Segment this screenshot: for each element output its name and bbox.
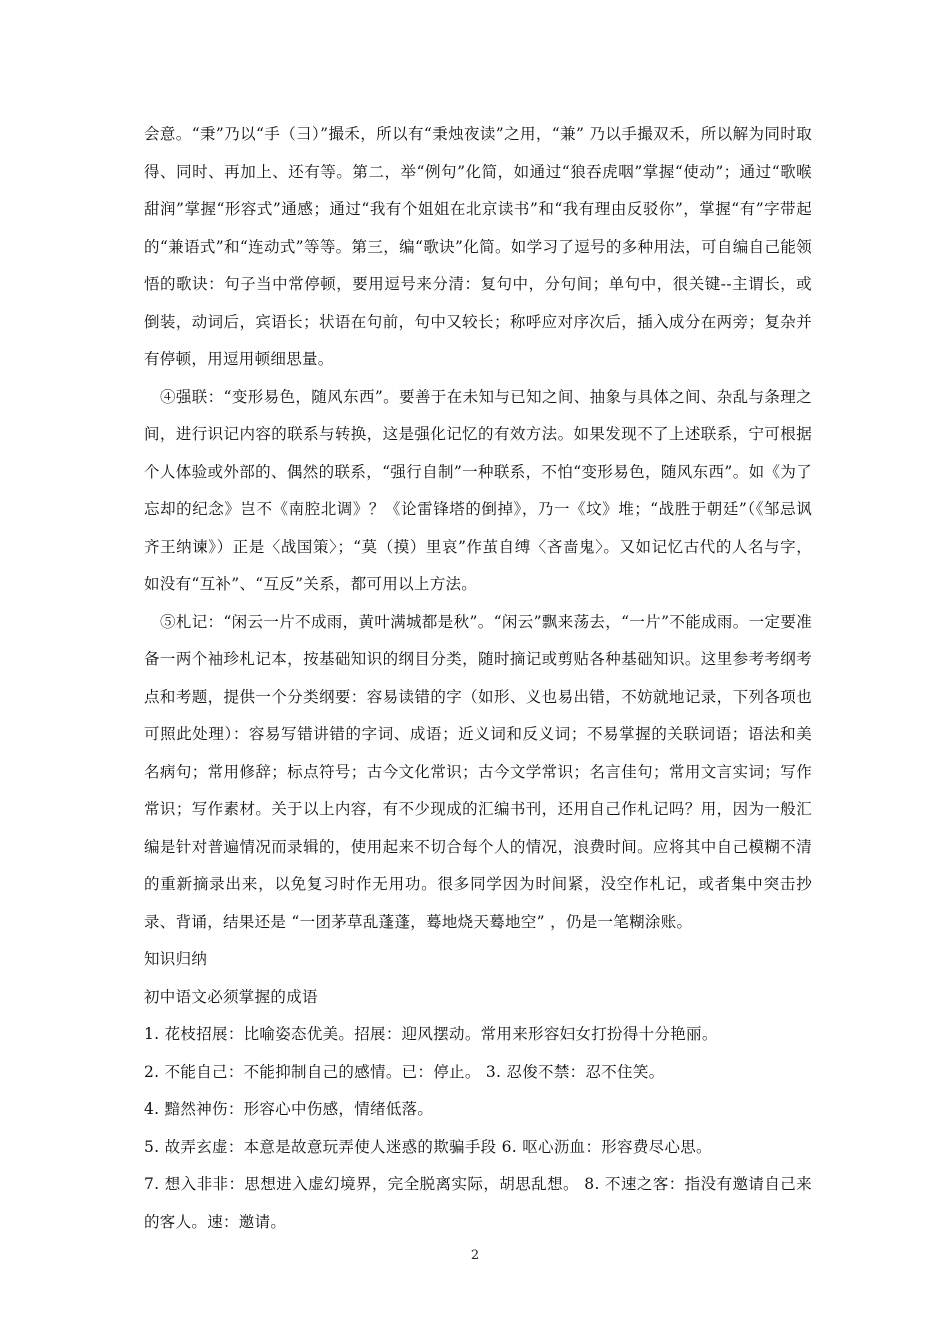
list-title: 初中语文必须掌握的成语 bbox=[144, 987, 318, 1006]
paragraph-strong-association: ④强联：“变形易色，随风东西”。要善于在未知与已知之间、抽象与具体之间、杂乱与条理之间，进行识记内容的联系与转换，这是强化记忆的有效方法。如果发现不了上述联系，宁可根据个人体验或外部的、偶然的联系，“强行自制”一种联系，不怕“变形易色，随风东西”。如《为了忘却的纪念》岂不《南腔北调》？《论雷锋塔的倒掉》，乃一《坟》堆；“战胜于朝廷”（《邹忌讽齐王纳谏》）正是〈战国策〉；“莫（摸）里哀”作茧自缚〈吝啬鬼〉。又如记忆古代的人名与字，如没有“互补”、“互反”关系，都可用以上方法。 bbox=[144, 387, 812, 593]
page-number: 2 bbox=[470, 1248, 480, 1263]
list-item: 1. 花枝招展：比喻姿态优美。招展：迎风摆动。常用来形容妇女打扮得十分艳丽。 bbox=[144, 1025, 718, 1043]
page-content bbox=[144, 116, 812, 1241]
paragraph-notes: ⑤札记：“闲云一片不成雨，黄叶满城都是秋”。“闲云”飘来荡去，“一片”不能成雨。一定要准备一两个袖珍札记本，按基础知识的纲目分类，随时摘记或剪贴各种基础知识。这里参考考纲考点和考题，提供一个分类纲要：容易读错的字（如形、义也易出错，不妨就地记录，下列各项也可照此处理）：容易写错讲错的字词、成语；近义词和反义词；不易掌握的关联词语；语法和美名病句；常用修辞；标点符号；古今文化常识；古今文学常识；名言佳句；常用文言实词；写作常识；写作素材。关于以上内容，有不少现成的汇编书刊，还用自己作札记吗？用，因为一般汇编是针对普遍情况而录辑的，使用起来不切合每个人的情况，浪费时间。应将其中自己模糊不清的重新摘录出来，以免复习时作无用功。很多同学因为时间紧，没空作札记，或者集中突击抄录、背诵，结果还是 “一团茅草乱蓬蓬，蓦地烧天蓦地空” ，仍是一笔糊涂账。 bbox=[144, 612, 812, 931]
list-item: 2. 不能自己：不能抑制自己的感情。已：停止。 3. 忍俊不禁：忍不住笑。 bbox=[144, 1062, 665, 1081]
list-item: 7. 想入非非：思想进入虚幻境界，完全脱离实际，胡思乱想。 8. 不速之客：指没有邀请自己来的客人。速：邀请。 bbox=[144, 1175, 812, 1231]
list-item: 4. 黯然神伤：形容心中伤感，情绪低落。 bbox=[144, 1100, 434, 1118]
paragraph-continued: 会意。“秉”乃以“手（彐）”撮禾，所以有“秉烛夜读”之用，“兼” 乃以手撮双禾，所以解为同时取得、同时、再加上、还有等。第二，举“例句”化简，如通过“狼吞虎咽”掌握“使动”；通过“歌喉甜润”掌握“形容式”通感；通过“我有个姐姐在北京读书”和“我有理由反驳你”，掌握“有”字带起的“兼语式”和“连动式”等等。第三，编“歌诀”化简。如学习了逗号的多种用法，可自编自己能领悟的歌诀：句子当中常停顿，要用逗号来分清：复句中，分句间；单句中，很关键--主谓长，或倒装，动词后，宾语长；状语在句前，句中又较长；称呼应对序次后，插入成分在两旁；复杂并有停顿，用逗用顿细思量。 bbox=[144, 125, 813, 368]
list-item: 5. 故弄玄虚：本意是故意玩弄使人迷惑的欺骗手段 6. 呕心沥血：形容费尽心思。 bbox=[144, 1137, 712, 1156]
section-heading: 知识归纳 bbox=[144, 950, 208, 968]
